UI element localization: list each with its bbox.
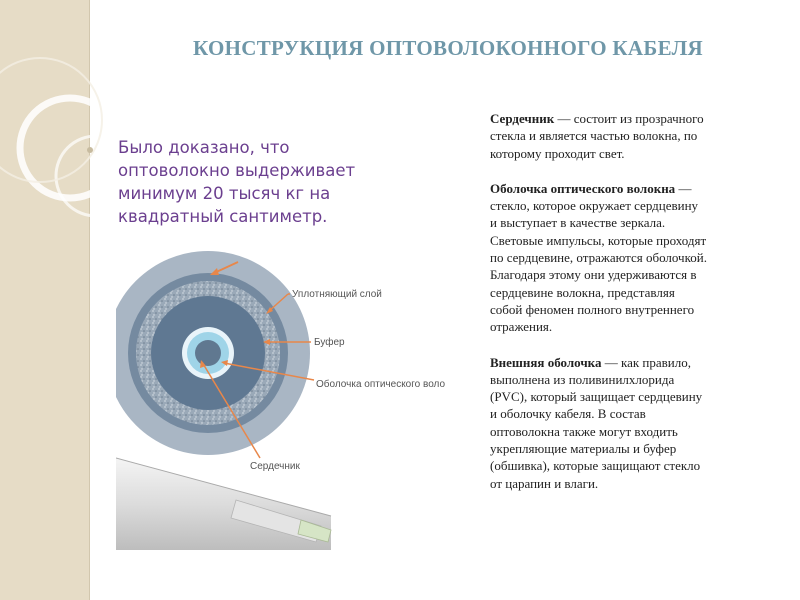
- claim-line: Было доказано, что: [118, 138, 290, 157]
- cable-cross-section-diagram: [116, 250, 488, 550]
- paragraph-line: оптоволокна также могут входить: [490, 423, 678, 439]
- description-column: [490, 110, 762, 510]
- claim-text: [118, 136, 398, 228]
- term-core: Сердечник: [490, 111, 555, 126]
- label-seal-layer: Уплотняющий слой: [292, 289, 382, 300]
- paragraph-line: стекла и является частью волокна, по: [490, 128, 698, 144]
- paragraph-line: сердцевине волокна, представляя: [490, 284, 675, 300]
- label-buffer: Буфер: [314, 337, 345, 348]
- paragraph-line: которому проходит свет.: [490, 145, 625, 161]
- paragraph-line: по сердцевине, отражаются оболочкой.: [490, 250, 707, 266]
- paragraph-line: (PVC), который защищает сердцевину: [490, 389, 703, 405]
- paragraph-line: и выступает в качестве зеркала.: [490, 215, 666, 231]
- term-outer-jacket: Внешняя оболочка: [490, 354, 602, 370]
- term-cladding: Оболочка оптического волокна: [490, 180, 676, 196]
- paragraph-line: от царапин и влаги.: [490, 475, 599, 491]
- cable-cross-section: [116, 251, 310, 455]
- paragraph-text: —: [675, 180, 692, 196]
- paragraph-text: — как правило,: [601, 354, 691, 370]
- claim-line: оптоволокно выдерживает: [118, 161, 356, 180]
- paragraph-line: (обшивка), которые защищают стекло: [490, 458, 701, 474]
- paragraph-core: [490, 110, 762, 162]
- claim-line: минимум 20 тысяч кг на: [118, 184, 331, 203]
- paragraph-line: выполнена из поливинилхлорида: [490, 371, 675, 387]
- label-cladding: Оболочка оптического воло: [316, 379, 446, 390]
- paragraph-line: собой феномен полного внутреннего: [490, 301, 695, 317]
- paragraph-line: укрепляющие материалы и буфер: [490, 441, 677, 457]
- paragraph-line: стекло, которое окружает сердцевину: [490, 198, 699, 214]
- paragraph-text: — состоит из прозрачного: [554, 111, 704, 126]
- label-core: Сердечник: [250, 461, 300, 472]
- paragraph-line: и оболочку кабеля. В состав: [490, 406, 646, 422]
- paragraph-line: Световые импульсы, которые проходят: [490, 232, 707, 248]
- paragraph-cladding: [490, 180, 762, 336]
- claim-line: квадратный сантиметр.: [118, 207, 328, 226]
- slide-title: КОНСТРУКЦИЯ ОПТОВОЛОКОННОГО КАБЕЛЯ: [192, 36, 704, 60]
- paragraph-outer-jacket: [490, 354, 762, 492]
- paragraph-line: Благодаря этому они удерживаются в: [490, 267, 697, 283]
- paragraph-line: отражения.: [490, 319, 553, 335]
